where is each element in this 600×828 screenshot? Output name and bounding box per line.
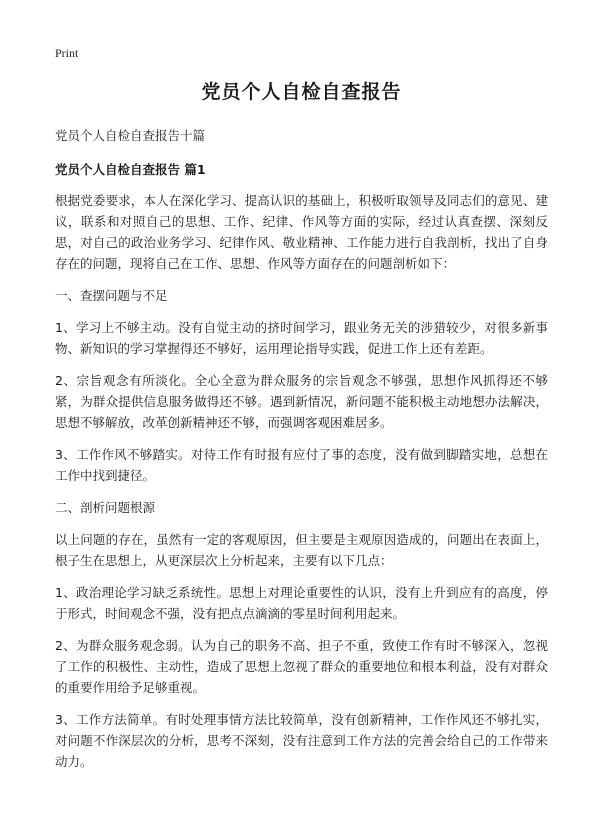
document-body — [55, 78, 548, 783]
page-title: 党员个人自检自查报告 — [201, 81, 402, 103]
problem-paragraph-1: 1、学习上不够主动。没有自觉主动的挤时间学习，跟业务无关的涉猎较少，对很多新事物、新知识的学习掌握得还不够好，运用理论指导实践，促进工作上还有差距。 — [55, 320, 548, 356]
problem-paragraph-3: 3、工作作风不够踏实。对待工作有时报有应付了事的态度，没有做到脚踏实地，总想在工作中找到捷径。 — [55, 447, 548, 483]
root-paragraph-2: 2、为群众服务观念弱。认为自己的职务不高、担子不重，致使工作有时不够深入，忽视了工作的积极性、主动性，造成了思想上忽视了群众的重要地位和根本利益，没有对群众的重要作用给予足够重视。 — [55, 638, 548, 695]
document-subtitle: 党员个人自检自查报告十篇 — [55, 128, 206, 143]
heading-problems: 一、查摆问题与不足 — [55, 288, 168, 303]
intro-paragraph: 根据党委要求，本人在深化学习、提高认识的基础上，积极听取领导及同志们的意见、建议，联系和对照自己的思想、工作、纪律、作风等方面的实际，经过认真查摆、深刻反思，对自己的政治业务学习、纪律作风、敬业精神、工作能力进行自我剖析，找出了自身存在的问题，现将自己在工作、思想、作风等方面存在的问题剖析如下： — [55, 193, 548, 271]
problem-paragraph-2: 2、宗旨观念有所淡化。全心全意为群众服务的宗旨观念不够强，思想作风抓得还不够紧，为群众提供信息服务做得还不够。遇到新情况，新问题不能积极主动地想办法解决，思想不够解放，改革创新精神还不够，而强调客观困难居多。 — [55, 373, 548, 430]
print-link[interactable]: Print — [55, 46, 79, 60]
heading-root-causes: 二、剖析问题根源 — [55, 500, 156, 515]
root-paragraph-1: 1、政治理论学习缺乏系统性。思想上对理论重要性的认识，没有上升到应有的高度，停于形式，时间观念不强，没有把点点滴滴的零星时间利用起来。 — [55, 585, 548, 621]
root-paragraph-3: 3、工作方法简单。有时处理事情方法比较简单，没有创新精神，工作作风还不够扎实，对问题不作深层次的分析，思考不深刻，没有注意到工作方法的完善会给自己的工作带来动力。 — [55, 712, 548, 769]
root-intro-paragraph: 以上问题的存在，虽然有一定的客观原因，但主要是主观原因造成的，问题出在表面上，根子生在思想上，从更深层次上分析起来，主要有以下几点： — [55, 532, 548, 568]
section-title: 党员个人自检自查报告 篇1 — [55, 162, 206, 177]
